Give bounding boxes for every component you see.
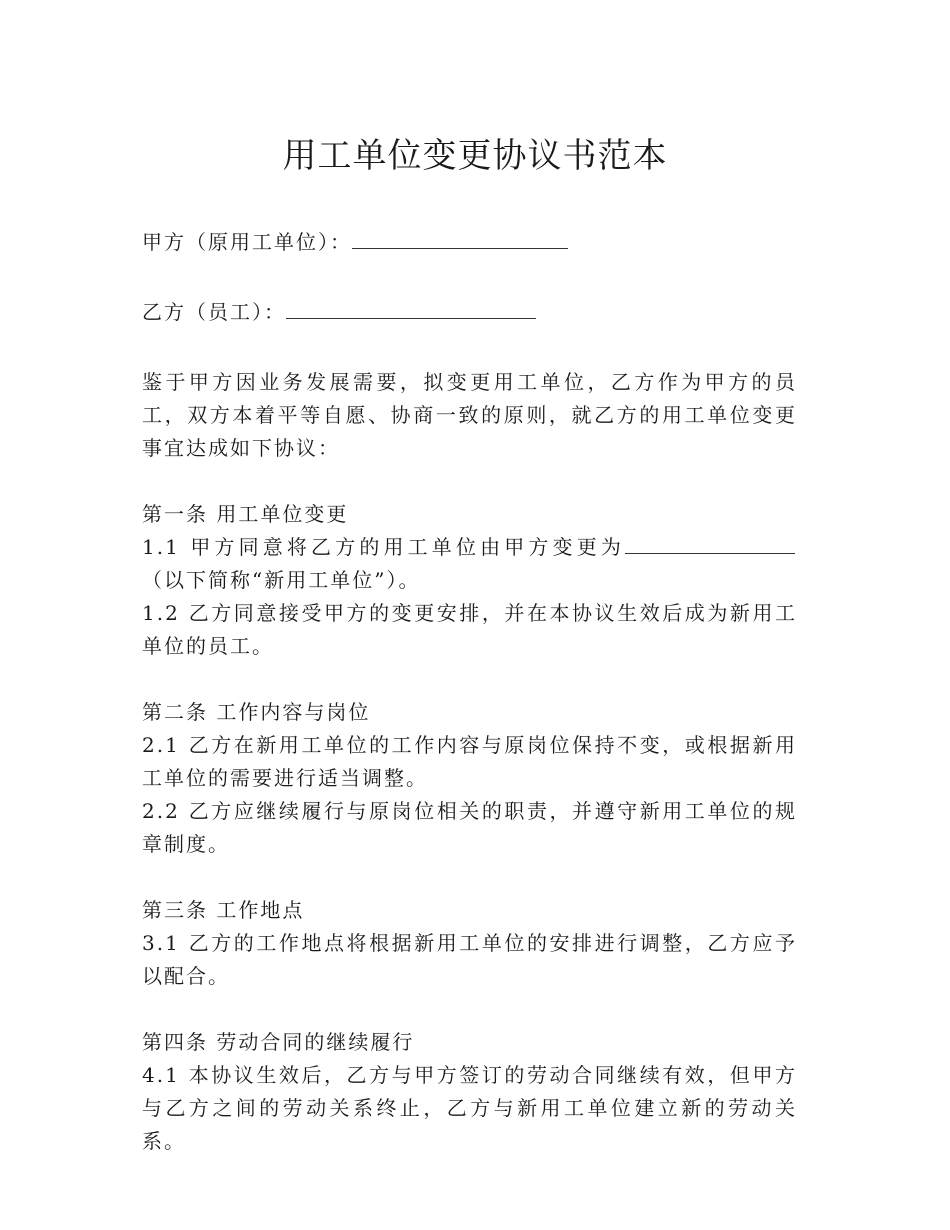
clause-3-1: 3.1 乙方的工作地点将根据新用工单位的安排进行调整，乙方应予以配合。 — [142, 931, 797, 988]
party-b-blank[interactable] — [286, 296, 536, 319]
clause-2-1: 2.1 乙方在新用工单位的工作内容与原岗位保持不变，或根据新用工单位的需要进行适当调整。 — [142, 733, 797, 790]
spacer — [142, 993, 797, 1026]
clause-1-1-text-before: 1.1 甲方同意将乙方的用工单位由甲方变更为 — [142, 535, 625, 559]
party-a-blank[interactable] — [352, 226, 568, 249]
clause-1-2: 1.2 乙方同意接受甲方的变更安排，并在本协议生效后成为新用工单位的员工。 — [142, 601, 797, 658]
party-a-line — [142, 226, 797, 259]
spacer — [142, 465, 797, 498]
spacer — [142, 663, 797, 696]
clause-1-1 — [142, 531, 797, 597]
party-a-label: 甲方（原用工单位）： — [142, 230, 352, 254]
article-4-heading: 第四条 劳动合同的继续履行 — [142, 1030, 415, 1054]
clause-2-2: 2.2 乙方应继续履行与原岗位相关的职责，并遵守新用工单位的规章制度。 — [142, 799, 797, 856]
document-body — [142, 226, 797, 1158]
spacer — [142, 861, 797, 894]
article-3-heading: 第三条 工作地点 — [142, 898, 305, 922]
spacer — [142, 329, 797, 366]
article-1-heading: 第一条 用工单位变更 — [142, 502, 349, 526]
article-2-heading: 第二条 工作内容与岗位 — [142, 700, 371, 724]
new-employer-blank[interactable] — [625, 531, 795, 554]
preamble-paragraph: 鉴于甲方因业务发展需要，拟变更用工单位，乙方作为甲方的员工，双方本着平等自愿、协商一致的原则，就乙方的用工单位变更事宜达成如下协议： — [142, 370, 797, 460]
party-b-label: 乙方（员工）： — [142, 300, 286, 324]
spacer — [142, 259, 797, 296]
party-b-line — [142, 296, 797, 329]
clause-4-1: 4.1 本协议生效后，乙方与甲方签订的劳动合同继续有效，但甲方与乙方之间的劳动关系终止，乙方与新用工单位建立新的劳动关系。 — [142, 1063, 797, 1153]
document-title: 用工单位变更协议书范本 — [282, 136, 668, 176]
clause-1-1-text-after: （以下简称“新用工单位”）。 — [142, 568, 421, 592]
